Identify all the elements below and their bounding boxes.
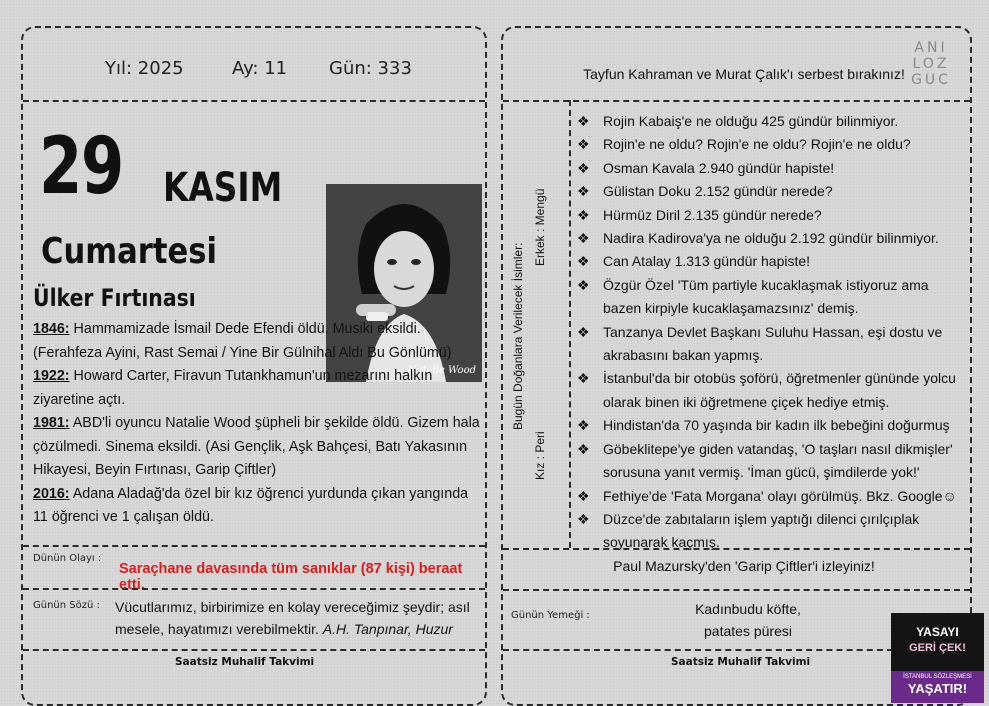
diamond-bullet-icon: ❖ — [577, 206, 590, 223]
badge-line: GERİ ÇEK! — [909, 642, 966, 654]
news-item: ❖ Göbeklitepe'ye giden vatandaş, 'O taşları nasıl dikmişler' sorusuna yanıt vermiş. 'İman gücü, şimdilerde yok!' — [575, 438, 965, 485]
campaign-badge — [891, 613, 984, 703]
diamond-bullet-icon: ❖ — [577, 183, 590, 200]
quote-divider — [23, 588, 485, 590]
news-item: ❖ İstanbul'da bir otobüs şoförü, öğretmenler gününde yolcu olarak binen iki öğretmene çiçek hediye etmiş. — [575, 367, 965, 414]
right-footer: Saatsiz Muhalif Takvimi — [671, 656, 811, 668]
badge-line: İSTANBUL SÖZLEŞMESİ — [903, 674, 972, 680]
badge-line: YASAYI — [916, 625, 959, 639]
diamond-bullet-icon: ❖ — [577, 253, 590, 270]
left-calendar-page — [21, 26, 487, 706]
news-item: ❖ Tanzanya Devlet Başkanı Suluhu Hassan, eşi dostu ve akrabasını bakan yapmış. — [575, 321, 965, 368]
news-item: ❖ Düzce'de zabıtaların işlem yaptığı dilenci çırılçıplak soyunarak kaçmış. — [575, 508, 965, 555]
female-name: Kız : Peri — [533, 431, 547, 480]
dish-line: patates püresi — [704, 623, 792, 639]
history-text: Adana Aladağ'da özel bir kız öğrenci yurdunda çıkan yangında 11 öğrenci ve 1 çalışan öldü. — [33, 485, 469, 525]
names-heading: Bugün Doğanlara Verilecek İsimler: — [511, 242, 525, 430]
diamond-bullet-icon: ❖ — [577, 276, 590, 293]
news-item: ❖ Hindistan'da 70 yaşında bir kadın ilk bebeğini doğurmuş — [575, 414, 965, 437]
dish-label: Günün Yemeği : — [511, 610, 590, 621]
history-list — [33, 318, 483, 530]
news-list — [575, 110, 965, 555]
news-item: ❖ Can Atalay 1.313 gündür hapiste! — [575, 250, 965, 273]
news-item: ❖ Rojin'e ne oldu? Rojin'e ne oldu? Rojin'e ne oldu? — [575, 133, 965, 156]
diamond-bullet-icon: ❖ — [577, 440, 590, 457]
weekday-name: Cumartesi — [41, 231, 217, 272]
month-name: KASIM — [163, 165, 283, 211]
diamond-bullet-icon: ❖ — [577, 113, 590, 129]
diamond-bullet-icon: ❖ — [577, 510, 590, 527]
dish-divider — [503, 589, 970, 591]
logo-line: LOZ — [912, 56, 950, 72]
logo — [906, 40, 956, 88]
male-name: Erkek : Mengü — [533, 188, 547, 266]
history-year: 1922: — [33, 368, 70, 384]
diamond-bullet-icon: ❖ — [577, 230, 590, 247]
news-item: ❖ Fethiye'de 'Fata Morgana' olayı görülmüş. Bkz. Google☺ — [575, 485, 965, 508]
quote-block — [115, 596, 475, 640]
quote-label: Günün Sözü : — [33, 600, 100, 611]
badge-line: YAŞATIR! — [907, 681, 968, 696]
header-divider — [23, 100, 485, 102]
diamond-bullet-icon: ❖ — [577, 323, 590, 340]
history-year: 1846: — [33, 321, 70, 337]
storm-name: Ülker Fırtınası — [33, 284, 196, 312]
diamond-bullet-icon: ❖ — [577, 417, 590, 434]
banner-top: Tayfun Kahraman ve Murat Çalık'ı serbest bırakınız! — [583, 66, 905, 82]
logo-line: GUC — [911, 72, 951, 88]
event-divider — [23, 545, 485, 547]
event-label: Dünün Olayı : — [33, 553, 102, 564]
diamond-bullet-icon: ❖ — [577, 487, 590, 504]
history-entry — [33, 318, 483, 365]
diamond-bullet-icon: ❖ — [577, 136, 590, 153]
month-label: Ay: 11 — [232, 58, 288, 79]
history-year: 1981: — [33, 415, 70, 431]
quote-text: Vücutlarımız, birbirimize en kolay vereceğimiz şeydir; asıl mesele, hayatımızı verebilmektir. — [115, 599, 470, 637]
diamond-bullet-icon: ❖ — [577, 370, 590, 387]
footer-divider — [503, 649, 893, 651]
dish-block — [663, 598, 833, 642]
history-entry — [33, 365, 483, 412]
news-item: ❖ Özgür Özel 'Tüm partiyle kucaklaşmak istiyoruz ama bazen kirpiyle kucaklaşamazsınız' demiş. — [575, 274, 965, 321]
badge-bottom — [891, 671, 984, 703]
footer-divider — [23, 649, 485, 651]
history-entry — [33, 483, 483, 530]
movie-tip: Paul Mazursky'den 'Garip Çiftler'i izleyiniz! — [613, 558, 875, 574]
history-year: 2016: — [33, 485, 70, 502]
history-text: Howard Carter, Firavun Tutankhamun'un mezarını halkın ziyaretine açtı. — [33, 368, 433, 408]
news-item: ❖ Hürmüz Diril 2.135 gündür nerede? — [575, 204, 965, 227]
left-footer: Saatsiz Muhalif Takvimi — [175, 656, 315, 668]
news-item: ❖ Osman Kavala 2.940 gündür hapiste! — [575, 157, 965, 180]
news-item: ❖ Gülistan Doku 2.152 gündür nerede? — [575, 180, 965, 203]
diamond-bullet-icon: ❖ — [577, 159, 590, 176]
logo-line: ANI — [914, 40, 948, 56]
dish-line: Kadınbudu köfte, — [695, 601, 801, 617]
day-number: 29 — [39, 122, 123, 212]
names-divider — [569, 100, 571, 548]
right-calendar-page — [501, 26, 972, 706]
movie-divider — [503, 548, 970, 550]
badge-top — [891, 613, 984, 671]
history-text: Hammamizade İsmail Dede Efendi öldü. Musiki eksildi. (Ferahfeza Ayini, Rast Semai / Yine Bir Gülnihal Aldı Bu Gönlümü) — [33, 321, 452, 361]
history-entry — [33, 412, 483, 483]
history-text: ABD'li oyuncu Natalie Wood şüpheli bir şekilde öldü. Gizem hala çözülmedi. Sinema eksildi. (Asi Gençlik, Aşk Bahçesi, Batı Yakasının Hikayesi, Beyin Fırtınası, Garip Çiftler) — [33, 415, 480, 478]
day-of-year-label: Gün: 333 — [329, 58, 412, 79]
news-item: ❖ Rojin Kabaiş'e ne olduğu 425 gündür bilinmiyor. — [575, 110, 965, 133]
news-item: ❖ Nadira Kadirova'ya ne olduğu 2.192 gündür bilinmiyor. — [575, 227, 965, 250]
year-label: Yıl: 2025 — [105, 58, 184, 79]
photo-caption: Natalie Wood — [407, 365, 476, 376]
event-text: Saraçhane davasında tüm sanıklar (87 kişi) beraat etti. — [119, 561, 463, 593]
quote-author: A.H. Tanpınar, Huzur — [322, 621, 453, 637]
header-divider — [503, 100, 970, 102]
